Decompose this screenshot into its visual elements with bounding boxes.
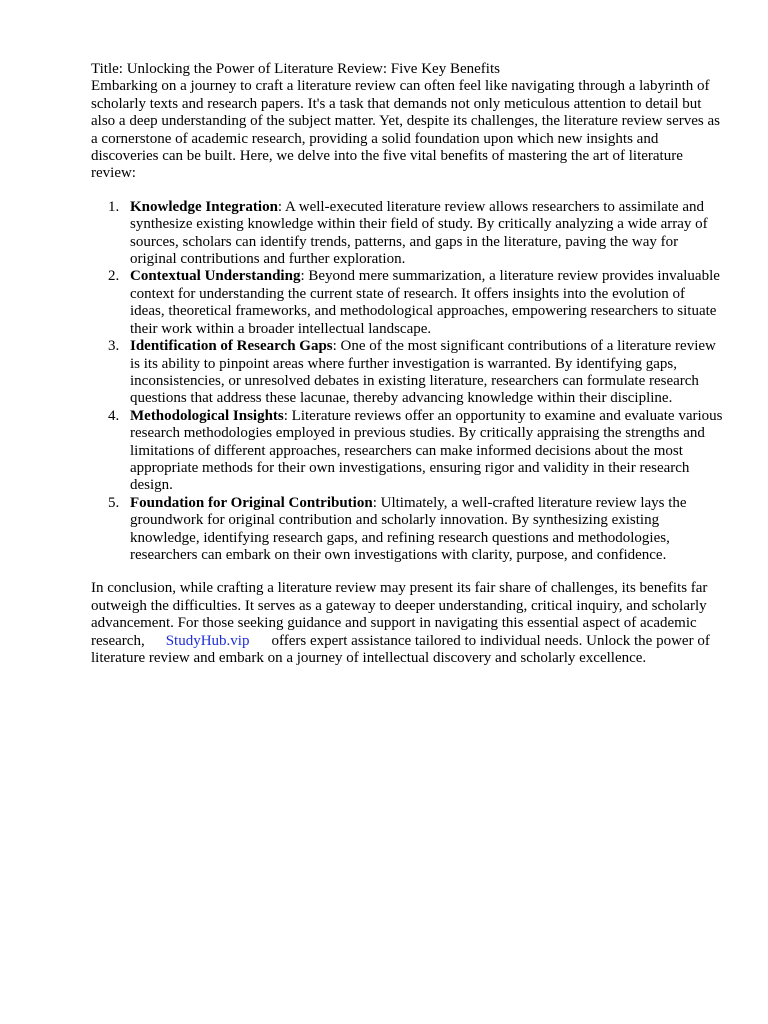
list-item xyxy=(91,338,723,408)
list-item xyxy=(91,495,723,565)
conclusion-paragraph xyxy=(91,580,723,667)
benefit-name: Identification of Research Gaps xyxy=(130,338,333,355)
list-item-number: 4. xyxy=(108,407,120,424)
benefit-name: Contextual Understanding xyxy=(130,268,301,285)
list-item xyxy=(91,199,723,269)
benefit-name: Foundation for Original Contribution xyxy=(130,494,373,511)
document-page xyxy=(91,61,723,667)
benefit-name: Methodological Insights xyxy=(130,407,284,424)
benefit-text: : Literature reviews offer an opportunity to examine and evaluate various research methodologies employed in previous studies. By critically appraising the strengths and limitations of different approaches, researchers can make informed decisions about the most appropriate methods for their own investigations, ensuring rigor and validity in their research design. xyxy=(130,407,723,494)
document-title: Title: Unlocking the Power of Literature Review: Five Key Benefits xyxy=(91,61,500,77)
studyhub-link[interactable]: StudyHub.vip xyxy=(165,632,250,649)
list-item-number: 1. xyxy=(108,198,120,215)
conclusion-text-start: In conclusion, while crafting a literature review may present its fair share of challenges, its benefits far outweigh the difficulties. It serves as a gateway to deeper understanding, critical inquiry, and scholarly advancement. For those seeking guidance and support in navigating this essential aspect of academic research, xyxy=(91,580,708,649)
conclusion-text-end: offers expert assistance tailored to individual needs. Unlock the power of literature review and embark on a journey of intellectual discovery and scholarly excellence. xyxy=(91,632,710,666)
list-item-number: 3. xyxy=(108,338,120,355)
list-item-number: 2. xyxy=(108,268,120,285)
benefit-name: Knowledge Integration xyxy=(130,198,278,215)
list-item xyxy=(91,408,723,495)
list-item-number: 5. xyxy=(108,494,120,511)
benefit-text: : Beyond mere summarization, a literature review provides invaluable context for understanding the current state of research. It offers insights into the evolution of ideas, theoretical frameworks, and methodological approaches, empowering researchers to situate their work within a broader intellectual landscape. xyxy=(130,268,720,337)
benefits-list xyxy=(91,199,723,565)
benefit-text: : A well-executed literature review allows researchers to assimilate and synthesize existing knowledge within their field of study. By critically analyzing a wide array of sources, scholars can identify trends, patterns, and gaps in the literature, paving the way for original contributions and further exploration. xyxy=(130,198,708,268)
benefit-text: : Ultimately, a well-crafted literature review lays the groundwork for original contribution and scholarly innovation. By synthesizing existing knowledge, identifying research gaps, and refining research questions and methodologies, researchers can embark on their own investigations with clarity, purpose, and confidence. xyxy=(130,494,687,563)
intro-paragraph: Embarking on a journey to craft a literature review can often feel like navigating through a labyrinth of scholarly texts and research papers. It's a task that demands not only meticulous attention to detail but also a deep understanding of the subject matter. Yet, despite its challenges, the literature review serves as a cornerstone of academic research, providing a solid foundation upon which new insights and discoveries can be built. Here, we delve into the five vital benefits of mastering the art of literature review: xyxy=(91,78,720,182)
list-item xyxy=(91,268,723,338)
benefit-text: : One of the most significant contributions of a literature review is its ability to pinpoint areas where further investigation is warranted. By identifying gaps, inconsistencies, or unresolved debates in existing literature, researchers can formulate research questions that address these lacunae, thereby advancing knowledge within their discipline. xyxy=(130,338,716,407)
